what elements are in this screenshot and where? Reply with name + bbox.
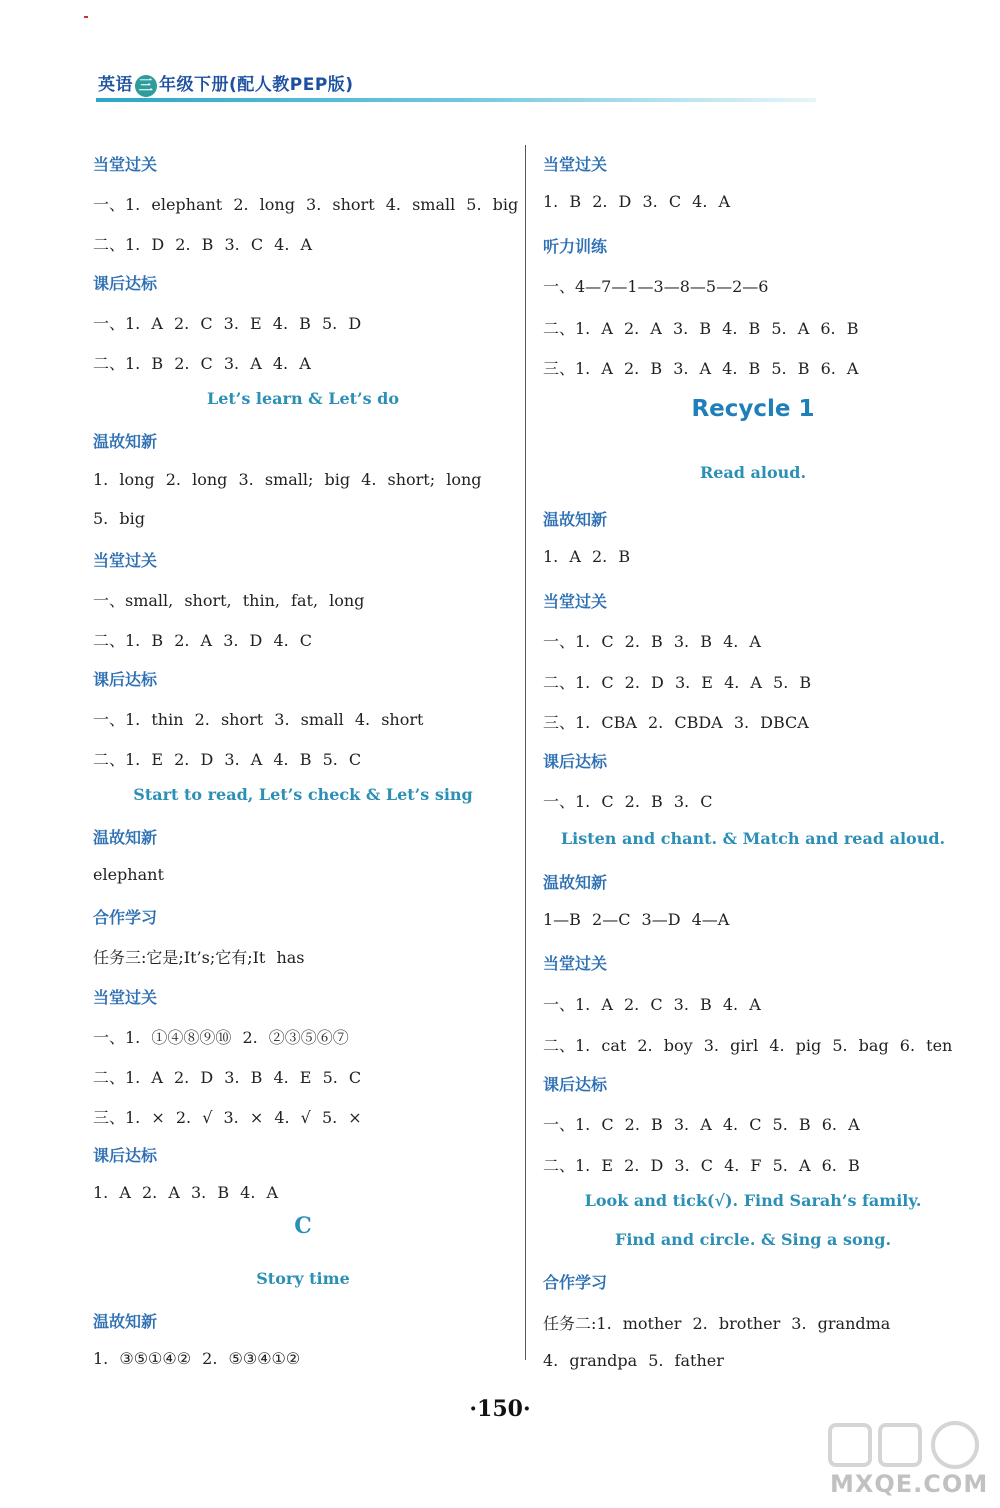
lesson-title: Let’s learn & Let’s do <box>206 389 400 408</box>
column-divider <box>525 145 526 1360</box>
answer-line: 二、1. E 2. D 3. A 4. B 5. C <box>93 750 362 769</box>
section-heading: 温故知新 <box>93 432 158 451</box>
header-suffix: 年级下册(配人教PEP版) <box>159 75 354 95</box>
section-heading: 温故知新 <box>543 873 608 892</box>
section-heading: 当堂过关 <box>93 551 158 570</box>
answer-line: 二、1. B 2. C 3. A 4. A <box>93 354 311 373</box>
answer-line: 任务三:它是;It’s;它有;It has <box>93 948 305 967</box>
answer-line: 1—B 2—C 3—D 4—A <box>543 910 730 929</box>
answer-line: 一、1. elephant 2. long 3. short 4. small 5. big <box>93 195 519 214</box>
answer-line: 一、1. A 2. C 3. B 4. A <box>543 995 761 1014</box>
answer-line: 1. long 2. long 3. small; big 4. short; long <box>93 470 482 489</box>
section-heading: 课后达标 <box>93 670 158 689</box>
answer-line: 三、1. CBA 2. CBDA 3. DBCA <box>543 713 809 732</box>
lesson-title: Listen and chant. & Match and read aloud. <box>560 829 946 848</box>
answer-line: 二、1. E 2. D 3. C 4. F 5. A 6. B <box>543 1156 860 1175</box>
answer-line: 三、1. A 2. B 3. A 4. B 5. B 6. A <box>543 359 859 378</box>
lesson-title: Look and tick(√). Find Sarah’s family. <box>584 1191 922 1210</box>
section-heading: 课后达标 <box>543 1075 608 1094</box>
unit-title: Recycle 1 <box>691 396 815 422</box>
answer-line: 一、1. thin 2. short 3. small 4. short <box>93 710 424 729</box>
grade-badge: 三 <box>135 75 157 97</box>
answer-line: 任务二:1. mother 2. brother 3. grandma <box>543 1314 891 1333</box>
section-heading: 课后达标 <box>93 1146 158 1165</box>
answer-line: 1. A 2. A 3. B 4. A <box>93 1183 279 1202</box>
section-heading: 当堂过关 <box>543 954 608 973</box>
answer-line: 1. A 2. B <box>543 547 631 566</box>
answer-line: 二、1. cat 2. boy 3. girl 4. pig 5. bag 6. ten <box>543 1036 953 1055</box>
section-heading: 当堂过关 <box>543 592 608 611</box>
lesson-title: Start to read, Let’s check & Let’s sing <box>133 785 473 804</box>
section-heading: 当堂过关 <box>93 155 158 174</box>
answer-line: 一、1. A 2. C 3. E 4. B 5. D <box>93 314 362 333</box>
running-header <box>98 70 354 97</box>
section-heading: 当堂过关 <box>543 155 608 174</box>
answer-line: 二、1. B 2. A 3. D 4. C <box>93 631 313 650</box>
lesson-title: Read aloud. <box>699 463 807 482</box>
print-mark <box>84 16 88 18</box>
lesson-title: Find and circle. & Sing a song. <box>614 1230 892 1249</box>
section-heading: 课后达标 <box>93 274 158 293</box>
header-prefix: 英语 <box>98 75 133 95</box>
answer-line: 三、1. × 2. √ 3. × 4. √ 5. × <box>93 1108 362 1127</box>
section-heading: 合作学习 <box>93 908 158 927</box>
watermark-text: MXQE.COM <box>830 1470 989 1498</box>
answer-line: 二、1. A 2. A 3. B 4. B 5. A 6. B <box>543 319 859 338</box>
section-heading: 合作学习 <box>543 1273 608 1292</box>
header-rule <box>96 98 816 102</box>
answer-line: 一、1. C 2. B 3. B 4. A <box>543 632 761 651</box>
answer-line: 二、1. C 2. D 3. E 4. A 5. B <box>543 673 812 692</box>
answer-line: 一、4—7—1—3—8—5—2—6 <box>543 277 769 296</box>
answer-line: 1. B 2. D 3. C 4. A <box>543 192 731 211</box>
answer-line: 4. grandpa 5. father <box>543 1351 724 1370</box>
answer-line: elephant <box>93 865 164 884</box>
section-heading: 温故知新 <box>543 510 608 529</box>
section-heading: 温故知新 <box>93 1312 158 1331</box>
lesson-title: Story time <box>256 1269 350 1288</box>
answer-line: 1. ③⑤①④② 2. ⑤③④①② <box>93 1349 301 1368</box>
page-number: ·150· <box>469 1396 531 1422</box>
part-letter: C <box>294 1213 312 1239</box>
answer-line: 5. big <box>93 509 145 528</box>
section-heading: 当堂过关 <box>93 988 158 1007</box>
answer-line: 一、1. C 2. B 3. A 4. C 5. B 6. A <box>543 1115 860 1134</box>
answer-line: 一、small, short, thin, fat, long <box>93 591 365 610</box>
answer-line: 一、1. ①④⑧⑨⑩ 2. ②③⑤⑥⑦ <box>93 1028 349 1047</box>
section-heading: 听力训练 <box>543 237 608 256</box>
answer-line: 二、1. D 2. B 3. C 4. A <box>93 235 313 254</box>
answer-line: 一、1. C 2. B 3. C <box>543 792 713 811</box>
section-heading: 温故知新 <box>93 828 158 847</box>
answer-line: 二、1. A 2. D 3. B 4. E 5. C <box>93 1068 362 1087</box>
section-heading: 课后达标 <box>543 752 608 771</box>
